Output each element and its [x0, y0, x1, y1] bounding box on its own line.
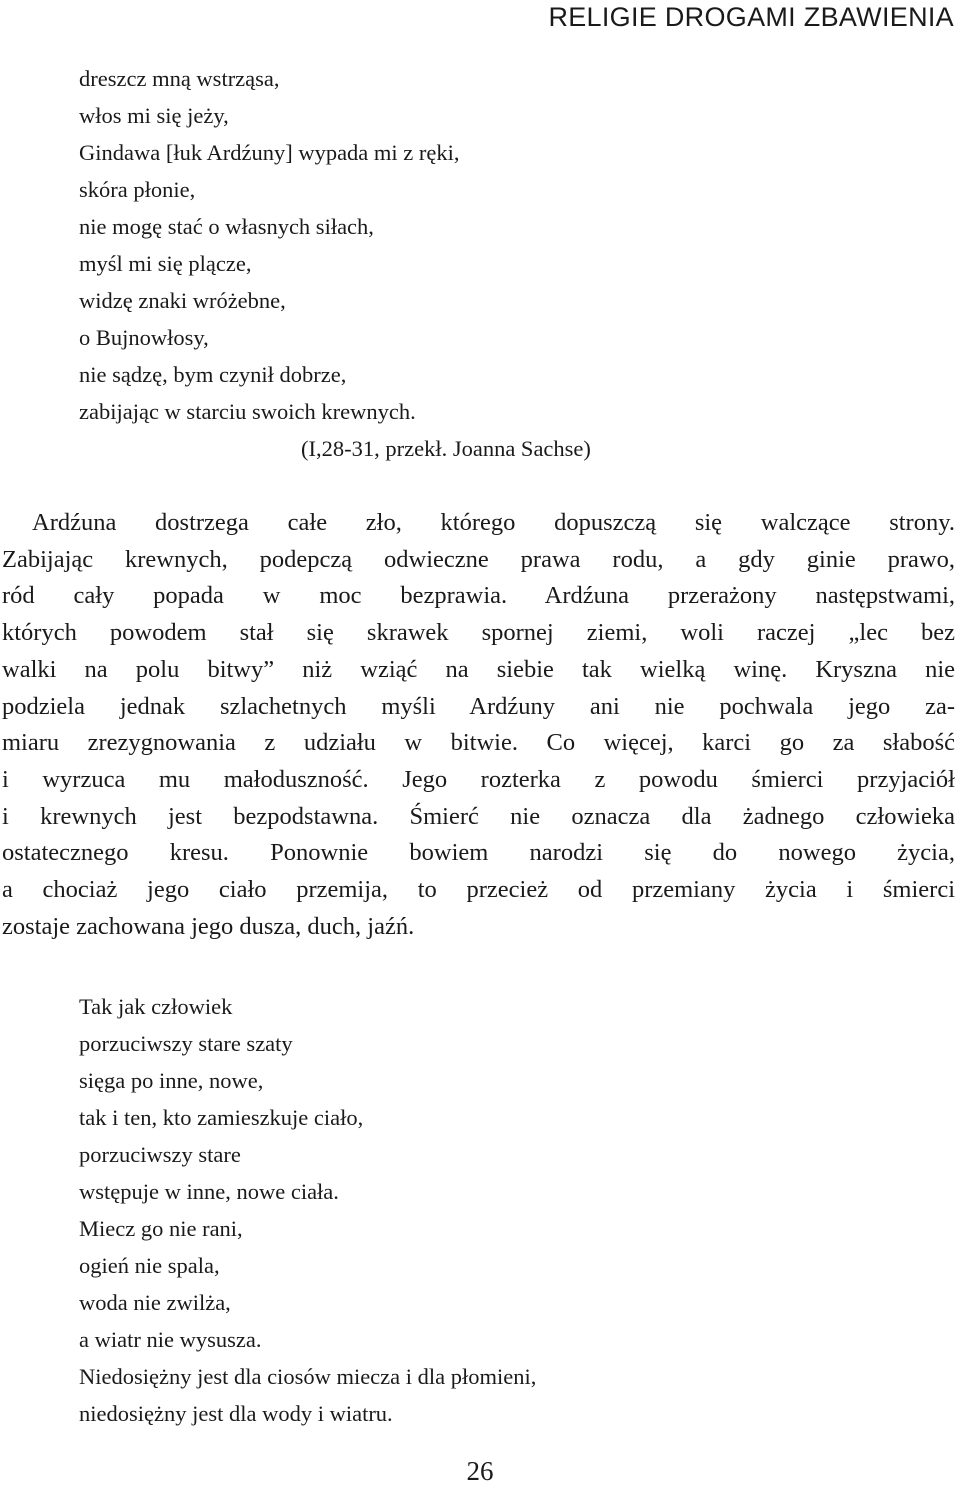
- paragraph-line: których powodem stał się skrawek spornej ziemi, woli raczej „lec bez: [2, 619, 955, 647]
- running-head: RELIGIE DROGAMI ZBAWIENIA: [548, 2, 954, 32]
- verse-line: wstępuje w inne, nowe ciała.: [79, 1179, 339, 1204]
- page-number: 26: [466, 1456, 494, 1486]
- verse-line: porzuciwszy stare szaty: [79, 1031, 293, 1056]
- paragraph-line: miaru zrezygnowania z udziału w bitwie. Co więcej, karci go za słabość: [2, 729, 955, 757]
- verse-line: porzuciwszy stare: [79, 1142, 241, 1167]
- verse-line: o Bujnowłosy,: [79, 325, 209, 350]
- verse-line: woda nie zwilża,: [79, 1290, 231, 1315]
- verse-line: zabijając w starciu swoich krewnych.: [79, 399, 416, 424]
- verse-quote-2: [79, 988, 536, 1432]
- verse-line: włos mi się jeży,: [79, 103, 229, 128]
- paragraph-line: i wyrzuca mu małoduszność. Jego rozterka z powodu śmierci przyjaciół: [2, 765, 955, 793]
- verse-citation: (I,28-31, przekł. Joanna Sachse): [301, 436, 591, 461]
- verse-line: widzę znaki wróżebne,: [79, 288, 286, 313]
- verse-line: nie sądzę, bym czynił dobrze,: [79, 362, 347, 387]
- paragraph-line: a chociaż jego ciało przemija, to przecież od przemiany życia i śmierci: [2, 876, 955, 904]
- verse-line: Niedosiężny jest dla ciosów miecza i dla płomieni,: [79, 1364, 537, 1389]
- paragraph-line: ostatecznego kresu. Ponownie bowiem narodzi się do nowego życia,: [2, 839, 955, 867]
- verse-line: Miecz go nie rani,: [79, 1216, 243, 1241]
- verse-line: myśl mi się plącze,: [79, 251, 252, 276]
- verse-line: ogień nie spala,: [79, 1253, 220, 1278]
- verse-line: a wiatr nie wysusza.: [79, 1327, 262, 1352]
- verse-line: sięga po inne, nowe,: [79, 1068, 264, 1093]
- verse-line: dreszcz mną wstrząsa,: [79, 66, 280, 91]
- paragraph-line: i krewnych jest bezpodstawna. Śmierć nie oznacza dla żadnego człowieka: [2, 802, 955, 830]
- verse-quote-1: [79, 60, 591, 467]
- verse-line: niedosiężny jest dla wody i wiatru.: [79, 1401, 393, 1426]
- verse-line: skóra płonie,: [79, 177, 196, 202]
- paragraph-line: walki na polu bitwy” niż wziąć na siebie tak wielką winę. Kryszna nie: [2, 655, 955, 683]
- paragraph-line: podziela jednak szlachetnych myśli Ardźuny ani nie pochwala jego za-: [2, 692, 955, 720]
- verse-line: tak i ten, kto zamieszkuje ciało,: [79, 1105, 364, 1130]
- paragraph-line: zostaje zachowana jego dusza, duch, jaźń.: [2, 912, 415, 940]
- paragraph-line: Zabijając krewnych, podepczą odwieczne prawa rodu, a gdy ginie prawo,: [2, 545, 955, 573]
- verse-line: Gindawa [łuk Ardźuny] wypada mi z ręki,: [79, 140, 460, 165]
- paragraph-line: ród cały popada w moc bezprawia. Ardźuna przerażony następstwami,: [2, 582, 955, 610]
- verse-line: nie mogę stać o własnych siłach,: [79, 214, 374, 239]
- verse-line: Tak jak człowiek: [79, 994, 233, 1019]
- body-paragraph: [2, 505, 955, 945]
- paragraph-line: Ardźuna dostrzega całe zło, którego dopuszczą się walczące strony.: [32, 509, 955, 536]
